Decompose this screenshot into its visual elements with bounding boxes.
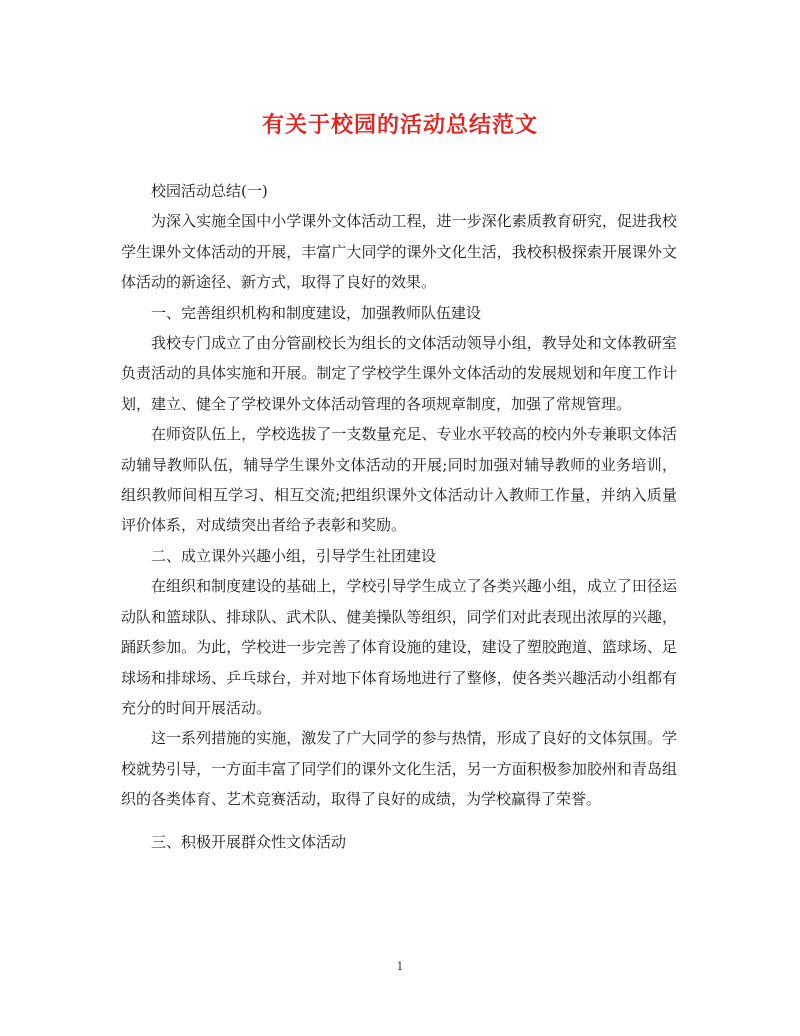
results-paragraph: 这一系列措施的实施，激发了广大同学的参与热情，形成了良好的文体氛围。学校就势引导，一方面丰富了同学们的课外文化生活，另一方面积极参加胶州和青岛组织的各类体育、艺术竞赛活动，取得了良好的成绩，为学校赢得了荣誉。 — [121, 729, 677, 809]
teachers-paragraph: 在师资队伍上，学校选拔了一支数量充足、专业水平较高的校内外专兼职文体活动辅导教师队伍，辅导学生课外文体活动的开展;同时加强对辅导教师的业务培训，组织教师间相互学习、相互交流;把组织课外文体活动计入教师工作量，并纳入质量评价体系，对成绩突出者给予表彰和奖励。 — [121, 425, 677, 535]
organization-paragraph: 我校专门成立了由分管副校长为组长的文体活动领导小组，教导处和文体教研室负责活动的具体实施和开展。制定了学校学生课外文体活动的发展规划和年度工作计划，建立、健全了学校课外文体活动管理的各项规章制度，加强了常规管理。 — [121, 334, 677, 413]
section-heading-interest-groups: 二、成立课外兴趣小组，引导学生社团建设 — [151, 546, 437, 565]
document-body — [121, 176, 677, 857]
section-heading-mass-activities: 三、积极开展群众性文体活动 — [151, 832, 347, 851]
page-number: 1 — [396, 960, 404, 973]
intro-paragraph: 为深入实施全国中小学课外文体活动工程，进一步深化素质教育研究，促进我校学生课外文体活动的开展，丰富广大同学的课外文化生活，我校积极探索开展课外文体活动的新途径、新方式，取得了良好的效果。 — [121, 212, 677, 292]
document-title: 有关于校园的活动总结范文 — [261, 112, 538, 138]
interest-groups-paragraph: 在组织和制度建设的基础上，学校引导学生成立了各类兴趣小组，成立了田径运动队和篮球队、排球队、武术队、健美操队等组织，同学们对此表现出浓厚的兴趣，踊跃参加。为此，学校进一步完善了体育设施的建设，建设了塑胶跑道、篮球场、足球场和排球场、乒乓球台，并对地下体育场地进行了整修，使各类兴趣活动小组都有充分的时间开展活动。 — [121, 577, 677, 717]
section-heading-summary-one: 校园活动总结(一) — [151, 182, 268, 200]
section-heading-organization: 一、完善组织机构和制度建设，加强教师队伍建设 — [151, 303, 482, 322]
